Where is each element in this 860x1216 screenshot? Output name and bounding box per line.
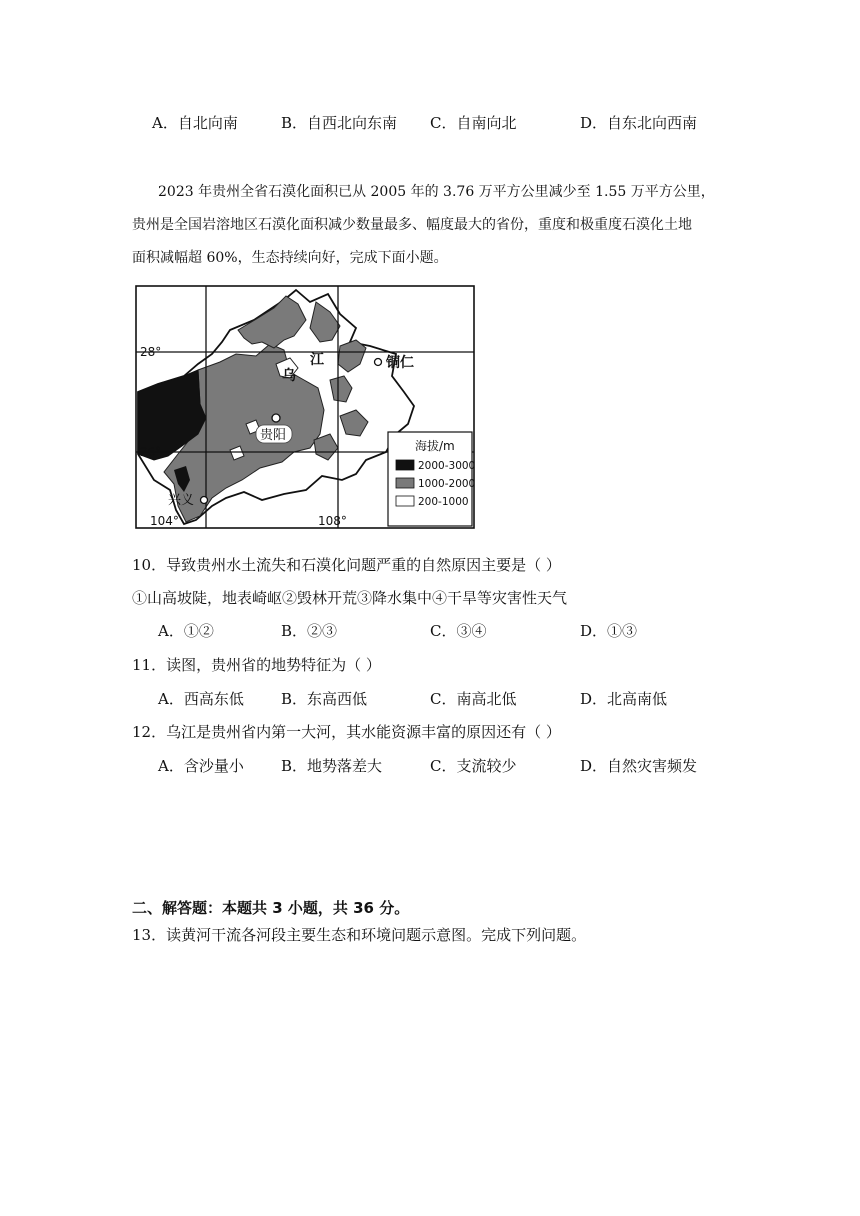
label-xingyi: 兴义 bbox=[168, 493, 195, 508]
q11-option-b: B．东高西低 bbox=[281, 690, 368, 708]
guiyang-marker bbox=[272, 414, 280, 422]
q12-option-b: B．地势落差大 bbox=[281, 757, 383, 775]
passage-line-2: 贵州是全国岩溶地区石漠化面积减少数量最多、幅度最大的省份，重度和极重度石漠化土地 bbox=[132, 217, 692, 233]
q9-option-d: D．自东北向西南 bbox=[580, 114, 698, 132]
legend-label-200-1000: 200-1000 bbox=[418, 496, 469, 508]
q12-option-c: C．支流较少 bbox=[430, 757, 517, 775]
q12-stem: 12．乌江是贵州省内第一大河，其水能资源丰富的原因还有（ ） bbox=[132, 723, 561, 741]
q9-option-b: B．自西北向东南 bbox=[281, 114, 398, 132]
q9-option-a: A．自北向南 bbox=[152, 114, 238, 132]
q10-option-b: B．②③ bbox=[281, 622, 338, 640]
lat-label-26: 26° bbox=[140, 445, 162, 459]
lon-label-104: 104° bbox=[150, 514, 179, 528]
q10-option-d: D．①③ bbox=[580, 622, 638, 640]
q10-option-a: A．①② bbox=[158, 622, 214, 640]
passage-line-3: 面积减幅超 60%，生态持续向好，完成下面小题。 bbox=[132, 250, 448, 266]
lon-label-108: 108° bbox=[318, 514, 347, 528]
legend-swatch-2000-3000 bbox=[396, 460, 414, 470]
q11-option-c: C．南高北低 bbox=[430, 690, 517, 708]
q10-option-c: C．③④ bbox=[430, 622, 487, 640]
legend-swatch-200-1000 bbox=[396, 496, 414, 506]
q11-stem: 11．读图，贵州省的地势特征为（ ） bbox=[132, 656, 381, 674]
q10-stem: 10．导致贵州水土流失和石漠化问题严重的自然原因主要是（ ） bbox=[132, 556, 561, 574]
q10-sub-items: ①山高坡陡，地表崎岖②毁林开荒③降水集中④干旱等灾害性天气 bbox=[132, 589, 568, 607]
q13-stem: 13．读黄河干流各河段主要生态和环境问题示意图。完成下列问题。 bbox=[132, 926, 587, 944]
q11-option-d: D．北高南低 bbox=[580, 690, 668, 708]
legend-label-2000-3000: 2000-3000 bbox=[418, 460, 476, 472]
guizhou-elevation-map bbox=[134, 284, 478, 532]
label-wu: 乌 bbox=[282, 368, 296, 384]
section-2-heading: 二、解答题：本题共 3 小题，共 36 分。 bbox=[132, 899, 410, 917]
legend-title: 海拔/m bbox=[415, 439, 455, 453]
label-guiyang: 贵阳 bbox=[260, 428, 287, 443]
q11-option-a: A．西高东低 bbox=[158, 690, 244, 708]
xingyi-marker bbox=[201, 497, 208, 504]
legend-swatch-1000-2000 bbox=[396, 478, 414, 488]
tongren-marker bbox=[375, 359, 382, 366]
q12-option-a: A．含沙量小 bbox=[158, 757, 244, 775]
passage-line-1: 2023 年贵州全省石漠化面积已从 2005 年的 3.76 万平方公里减少至 1.55 万平方公里， bbox=[158, 184, 715, 200]
q9-option-c: C．自南向北 bbox=[430, 114, 517, 132]
label-tongren: 铜仁 bbox=[386, 355, 414, 371]
map-legend bbox=[388, 432, 475, 526]
lat-label-28: 28° bbox=[140, 345, 162, 359]
legend-label-1000-2000: 1000-2000 bbox=[418, 478, 476, 490]
label-jiang: 江 bbox=[310, 352, 324, 368]
q12-option-d: D．自然灾害频发 bbox=[580, 757, 698, 775]
